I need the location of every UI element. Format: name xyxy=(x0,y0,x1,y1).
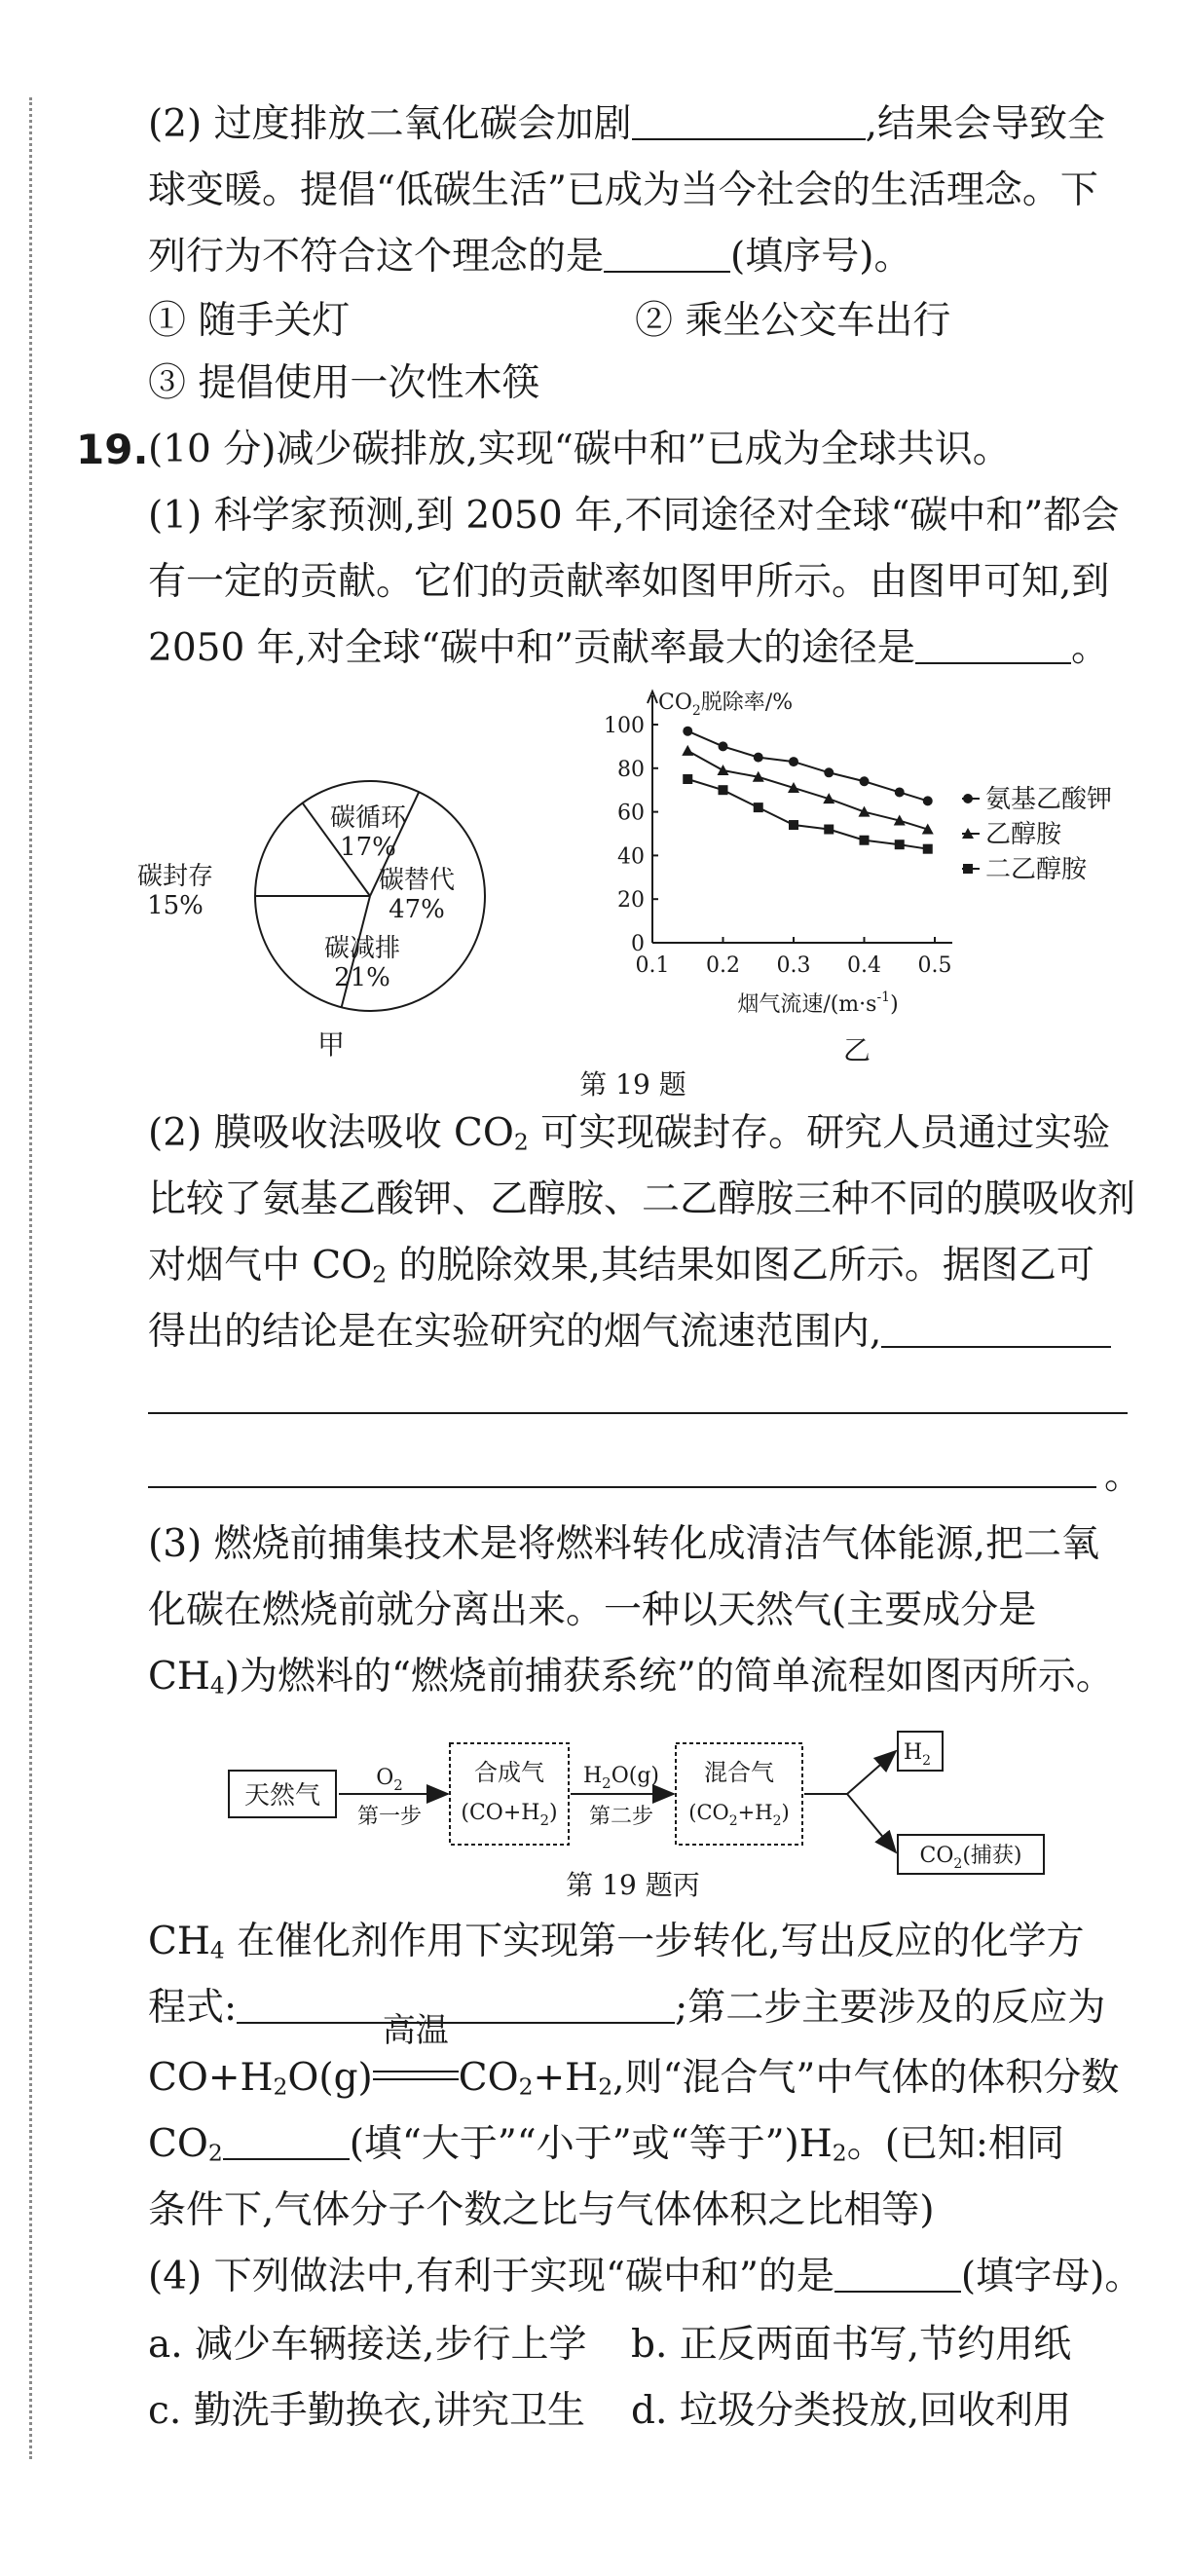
question-number: 19. xyxy=(76,426,149,473)
data-point xyxy=(860,776,870,786)
x-tick-label: 0.4 xyxy=(847,953,881,978)
flow-arrow-2-bottom: 第二步 xyxy=(588,1805,654,1829)
answer-blank-4[interactable] xyxy=(881,1309,1111,1348)
answer-blank-8[interactable] xyxy=(223,2121,350,2160)
answer-blank-2[interactable] xyxy=(604,234,730,273)
y-axis-label: $CO_2$脱除率/% xyxy=(658,691,794,719)
data-point xyxy=(754,753,763,763)
figure-caption: 第 19 题 xyxy=(579,1068,686,1101)
data-point xyxy=(824,767,834,777)
flow-arrow-2-top: $H_2O(g)$ xyxy=(582,1764,660,1792)
answer-blank-9[interactable] xyxy=(834,2254,961,2293)
q19-option-d: d. 垃圾分类投放,回收利用 xyxy=(631,2389,1072,2433)
y-tick-label: 60 xyxy=(617,801,645,826)
flow-syngas-line2: $(CO+H_2)$ xyxy=(461,1801,558,1829)
x-tick-label: 0.2 xyxy=(706,953,740,978)
flow-co2-label: $CO_2$(捕获) xyxy=(919,1844,1022,1872)
pie-slice-value: 47% xyxy=(389,895,445,924)
x-axis-label: 烟气流速$/(m\cdot s^{-1})$ xyxy=(737,989,899,1017)
flow-mixed-line1: 混合气 xyxy=(704,1759,774,1786)
data-point xyxy=(963,864,973,874)
q19-p4-line1: (4) 下列做法中,有利于实现“碳中和”的是 (填字母)。 xyxy=(148,2255,1143,2298)
q18-option-3: ③ 提倡使用一次性木筷 xyxy=(148,361,540,405)
data-point xyxy=(683,727,692,736)
q19-p3-line1: (3) 燃烧前捕集技术是将燃料转化成清洁气体能源,把二氧 xyxy=(148,1522,1100,1566)
q19-p2-line1: (2) 膜吸收法吸收 $CO_2$ 可实现碳封存。研究人员通过实验 xyxy=(148,1111,1111,1156)
pie-slice-value: 15% xyxy=(147,891,204,920)
data-point xyxy=(895,840,905,849)
y-tick-label: 20 xyxy=(617,888,645,914)
q19-p3-line6: $CO+H_2O(g)$ 高温 $CO_2+H_2$,则“混合气”中气体的体积分数 xyxy=(148,2045,1128,2120)
data-point xyxy=(963,794,973,803)
legend-label: 乙醇胺 xyxy=(985,820,1062,849)
legend-label: 氨基乙酸钾 xyxy=(985,785,1113,814)
flow-syngas-line1: 合成气 xyxy=(474,1759,544,1786)
reaction-condition: 高温 xyxy=(373,2045,459,2111)
y-tick-label: 0 xyxy=(631,932,645,956)
flow-arrow-1-top: $O_2$ xyxy=(376,1766,403,1794)
data-point xyxy=(824,825,834,835)
data-point xyxy=(789,820,798,830)
data-point xyxy=(719,785,728,795)
q19-option-a: a. 减少车辆接送,步行上学 xyxy=(148,2323,587,2367)
q18-line1: (2) 过度排放二氧化碳会加剧 ,结果会导致全 xyxy=(148,102,1106,146)
q19-p1-line1: (1) 科学家预测,到 2050 年,不同途径对全球“碳中和”都会 xyxy=(148,494,1120,538)
answer-blank-1[interactable] xyxy=(632,101,866,140)
q19-p2-end: 。 xyxy=(1104,1454,1143,1498)
pie-slice-name: 碳循环 xyxy=(329,803,407,833)
q19-p3-line5: 程式: ;第二步主要涉及的反应为 xyxy=(148,1986,1106,2030)
q18-option-1: ① 随手关灯 xyxy=(148,299,351,343)
q19-intro: (10 分)减少碳排放,实现“碳中和”已成为全球共识。 xyxy=(148,428,1011,471)
q18-option-2: ② 乘坐公交车出行 xyxy=(635,299,951,343)
data-point xyxy=(718,765,729,775)
chart-label: 乙 xyxy=(842,1034,871,1066)
binding-dotted-line xyxy=(29,97,32,2459)
flow-arrow-to-h2 xyxy=(847,1751,896,1794)
data-point xyxy=(754,803,763,812)
pie-chart xyxy=(136,760,497,1071)
pie-slice-name: 碳替代 xyxy=(378,866,456,895)
flow-h2-label: $H_2$ xyxy=(903,1740,932,1769)
pie-slice-value: 17% xyxy=(340,833,396,862)
pie-slice-value: 21% xyxy=(334,963,390,992)
answer-blank-3[interactable] xyxy=(915,625,1071,664)
q19-p2-line4: 得出的结论是在实验研究的烟气流速范围内, xyxy=(148,1299,1128,1365)
legend-label: 二乙醇胺 xyxy=(985,855,1088,884)
flow-start-label: 天然气 xyxy=(243,1781,321,1811)
x-tick-label: 0.5 xyxy=(917,953,952,978)
q19-p3-line7: $CO_2$ (填“大于”“小于”或“等于$”)H_2$。(已知:相同 xyxy=(148,2122,1065,2167)
q18-line3: 列行为不符合这个理念的是 (填序号)。 xyxy=(148,235,912,279)
q18-line2: 球变暖。提倡“低碳生活”已成为当今社会的生活理念。下 xyxy=(148,168,1098,212)
q19-p1-line3: 2050 年,对全球“碳中和”贡献率最大的途径是 。 xyxy=(148,626,1109,670)
q19-option-c: c. 勤洗手勤换衣,讲究卫生 xyxy=(148,2389,586,2433)
data-point xyxy=(682,745,693,756)
q19-p3-line3: $CH_4$)为燃料的“燃烧前捕获系统”的简单流程如图丙所示。 xyxy=(148,1655,1114,1699)
q19-p3-line8: 条件下,气体分子个数之比与气体体积之比相等) xyxy=(148,2188,935,2232)
data-point xyxy=(860,836,870,845)
pie-label: 甲 xyxy=(316,1028,346,1061)
x-tick-label: 0.1 xyxy=(635,953,670,978)
q19-p3-line4: $CH_4$ 在催化剂作用下实现第一步转化,写出反应的化学方 xyxy=(148,1920,1085,1964)
x-tick-label: 0.3 xyxy=(776,953,811,978)
q19-p2-line3: 对烟气中 $CO_2$ 的脱除效果,其结果如图乙所示。据图乙可 xyxy=(148,1244,1094,1288)
flow-arrow-1-bottom: 第一步 xyxy=(356,1805,423,1829)
pie-slice-name: 碳减排 xyxy=(323,934,401,963)
data-point xyxy=(789,757,798,766)
pie-slice-name: 碳封存 xyxy=(136,862,214,891)
data-point xyxy=(719,741,728,751)
line-chart xyxy=(584,682,1139,1071)
data-point xyxy=(923,796,933,805)
q19-option-b: b. 正反两面书写,节约用纸 xyxy=(631,2323,1072,2367)
flow-arrow-to-co2 xyxy=(847,1794,896,1852)
y-tick-label: 80 xyxy=(617,757,645,782)
answer-line-5[interactable] xyxy=(148,1412,1128,1414)
answer-line-6[interactable] xyxy=(148,1486,1096,1488)
flow-mixed-line2: $(CO_2+H_2)$ xyxy=(688,1801,790,1829)
y-tick-label: 40 xyxy=(617,844,645,870)
data-point xyxy=(683,774,692,784)
flow-caption: 第 19 题丙 xyxy=(566,1869,700,1901)
data-point xyxy=(895,787,905,797)
y-tick-label: 100 xyxy=(604,714,645,738)
data-point xyxy=(923,844,933,854)
q19-p1-line2: 有一定的贡献。它们的贡献率如图甲所示。由图甲可知,到 xyxy=(148,560,1110,604)
q19-p3-line2: 化碳在燃烧前就分离出来。一种以天然气(主要成分是 xyxy=(148,1588,1037,1632)
q19-p2-line2: 比较了氨基乙酸钾、乙醇胺、二乙醇胺三种不同的膜吸收剂 xyxy=(148,1177,1136,1221)
